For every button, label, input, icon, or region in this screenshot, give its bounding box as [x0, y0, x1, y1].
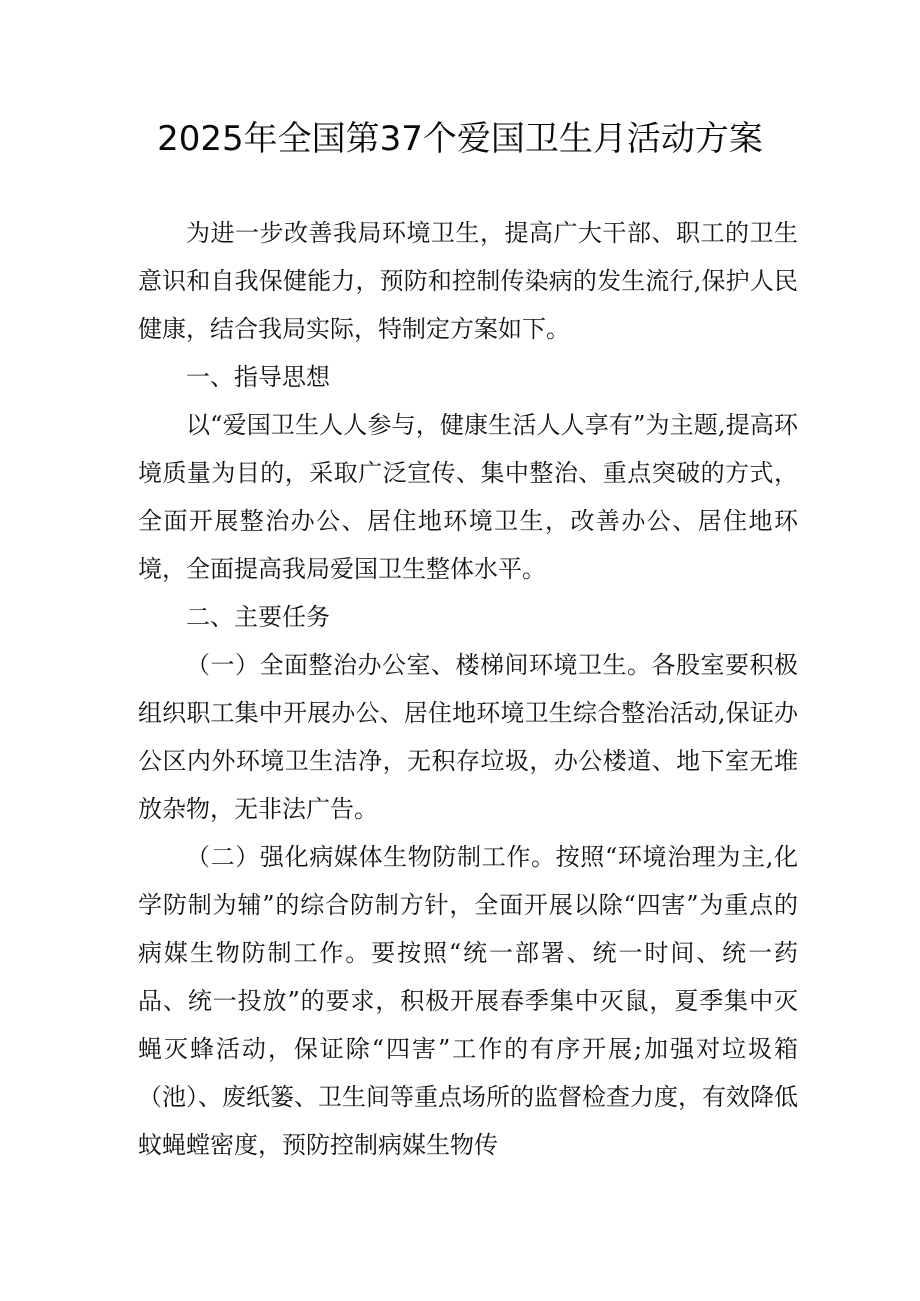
document-title: 2025年全国第37个爱国卫生月活动方案 — [157, 119, 763, 159]
document-body — [138, 209, 798, 1169]
task-one-paragraph: （一）全面整治办公室、楼梯间环境卫生。各股室要积极组织职工集中开展办公、居住地环境卫生综合整治活动,保证办公区内外环境卫生洁净，无积存垃圾，办公楼道、地下室无堆放杂物，无非法广告。 — [138, 651, 798, 823]
intro-paragraph: 为进一步改善我局环境卫生，提高广大干部、职工的卫生意识和自我保健能力，预防和控制传染病的发生流行,保护人民健康，结合我局实际，特制定方案如下。 — [138, 219, 798, 343]
section-heading-main-tasks: 二、主要任务 — [186, 603, 330, 631]
section-heading-guiding-ideology: 一、指导思想 — [186, 363, 330, 391]
guiding-ideology-paragraph: 以“爱国卫生人人参与，健康生活人人享有”为主题,提高环境质量为目的，采取广泛宣传、集中整治、重点突破的方式，全面开展整治办公、居住地环境卫生，改善办公、居住地环境，全面提高我局爱国卫生整体水平。 — [138, 411, 798, 583]
task-two-paragraph: （二）强化病媒体生物防制工作。按照“环境治理为主,化学防制为辅”的综合防制方针，全面开展以除“四害”为重点的病媒生物防制工作。要按照“统一部署、统一时间、统一药品、统一投放”的要求，积极开展春季集中灭鼠，夏季集中灭蝇灭蜂活动，保证除“四害”工作的有序开展;加强对垃圾箱（池）、废纸篓、卫生间等重点场所的监督检查力度，有效降低蚊蝇螳密度，预防控制病媒生物传 — [138, 843, 798, 1159]
